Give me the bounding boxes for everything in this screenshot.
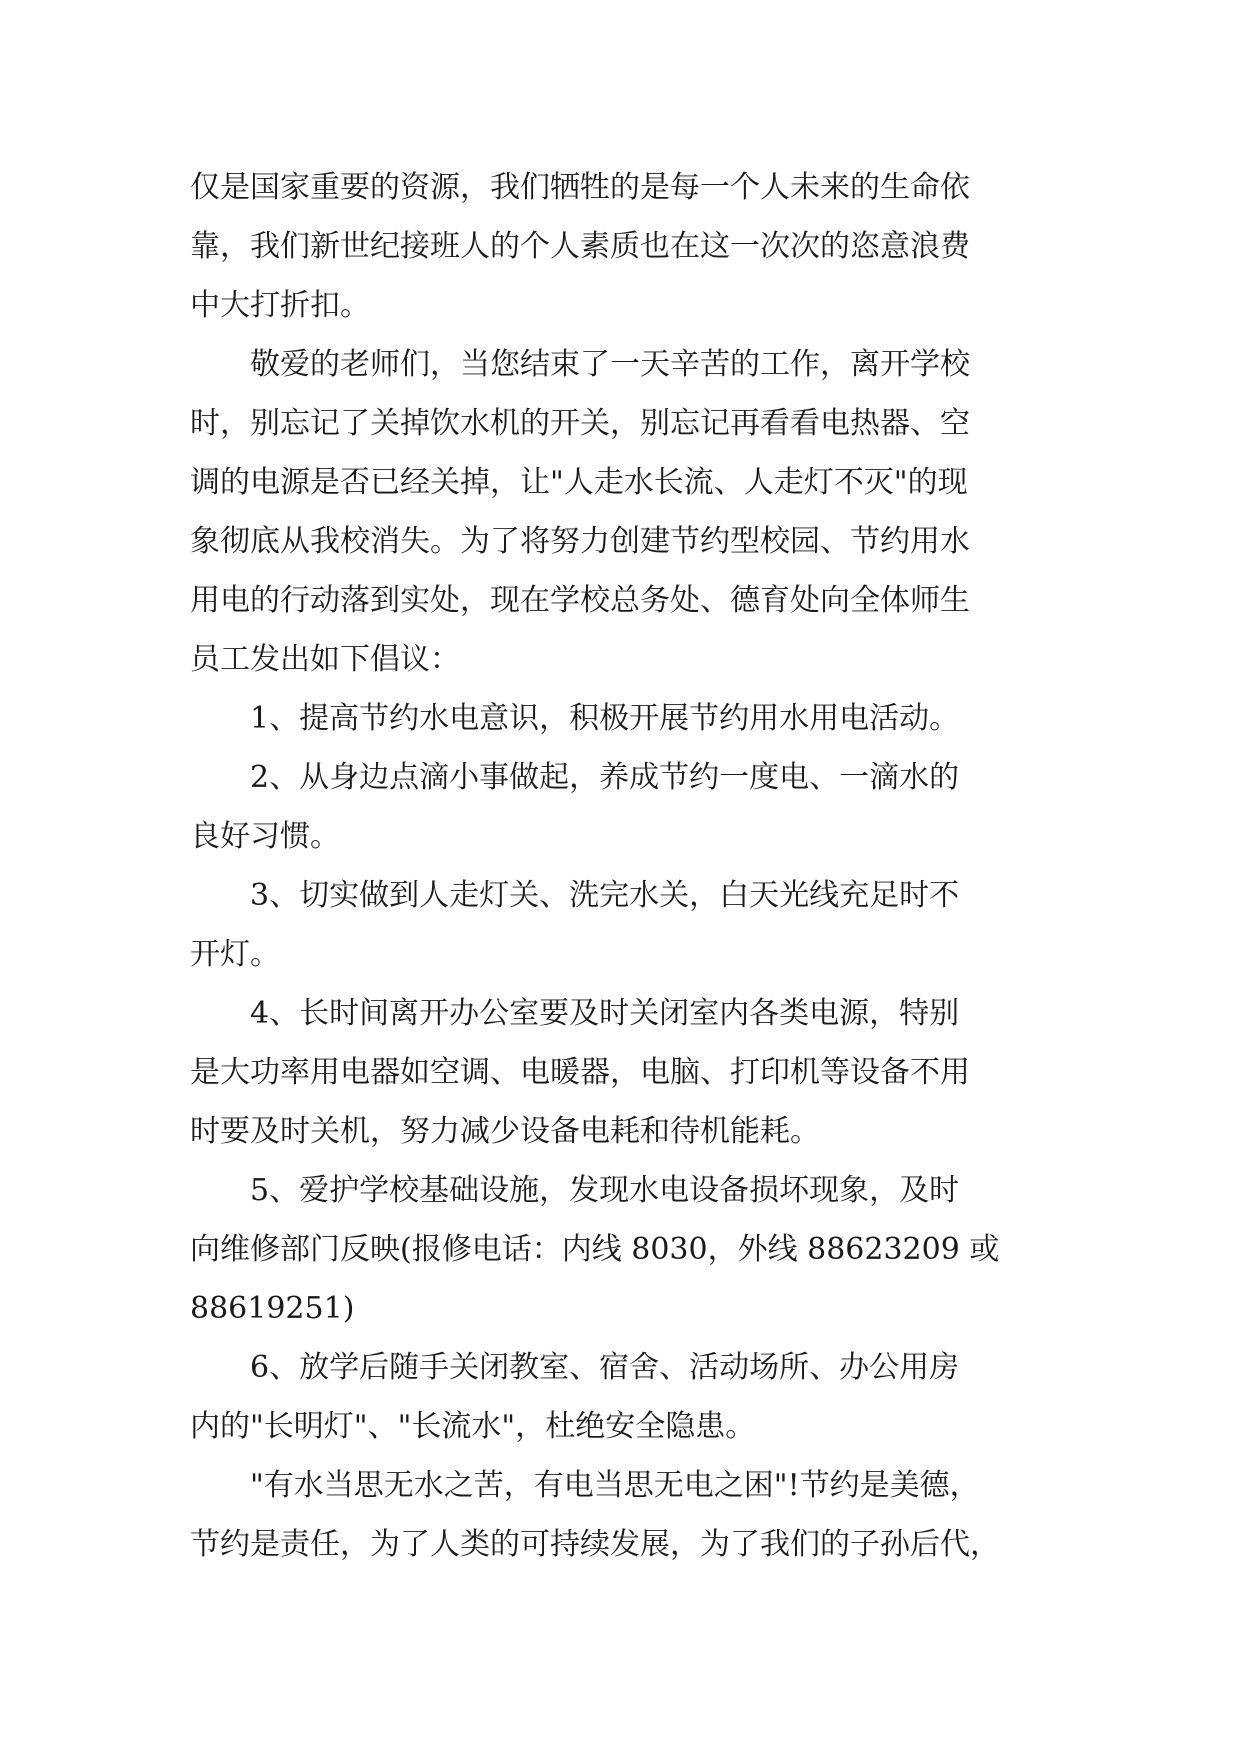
text-line: 靠，我们新世纪接班人的个人素质也在这一次次的恣意浪费 xyxy=(190,229,970,264)
text-line: 良好习惯。 xyxy=(190,819,340,854)
text-line: 4、长时间离开办公室要及时关闭室内各类电源，特别 xyxy=(250,996,960,1031)
text-line: 员工发出如下倡议： xyxy=(190,642,460,677)
text-line: 仅是国家重要的资源，我们牺牲的是每一个人未来的生命依 xyxy=(190,170,970,205)
text-line: 时，别忘记了关掉饮水机的开关，别忘记再看看电热器、空 xyxy=(190,406,970,441)
text-line: 时要及时关机，努力减少设备电耗和待机能耗。 xyxy=(190,1114,820,1149)
text-line: 节约是责任，为了人类的可持续发展，为了我们的子孙后代， xyxy=(190,1527,1000,1562)
text-line: 调的电源是否已经关掉，让"人走水长流、人走灯不灭"的现 xyxy=(190,465,968,500)
text-line: 中大打折扣。 xyxy=(190,288,370,323)
text-line: 3、切实做到人走灯关、洗完水关，白天光线充足时不 xyxy=(250,878,960,913)
text-line: 1、提高节约水电意识，积极开展节约用水用电活动。 xyxy=(250,701,960,736)
text-line: 5、爱护学校基础设施，发现水电设备损坏现象，及时 xyxy=(250,1173,960,1208)
text-line: 向维修部门反映(报修电话：内线 8030，外线 88623209 或 xyxy=(190,1232,1000,1267)
text-line: 88619251) xyxy=(190,1291,355,1326)
text-line: 敬爱的老师们，当您结束了一天辛苦的工作，离开学校 xyxy=(250,347,970,382)
text-line: 用电的行动落到实处，现在学校总务处、德育处向全体师生 xyxy=(190,583,970,618)
text-line: 是大功率用电器如空调、电暖器，电脑、打印机等设备不用 xyxy=(190,1055,970,1090)
text-line: 6、放学后随手关闭教室、宿舍、活动场所、办公用房 xyxy=(250,1350,960,1385)
text-line: 象彻底从我校消失。为了将努力创建节约型校园、节约用水 xyxy=(190,524,970,559)
text-line: 开灯。 xyxy=(190,937,280,972)
text-line: 内的"长明灯"、"长流水"，杜绝安全隐患。 xyxy=(190,1409,756,1444)
text-line: 2、从身边点滴小事做起，养成节约一度电、一滴水的 xyxy=(250,760,960,795)
body-text xyxy=(190,158,1050,1574)
text-line: "有水当思无水之苦，有电当思无电之困"!节约是美德， xyxy=(250,1468,980,1503)
